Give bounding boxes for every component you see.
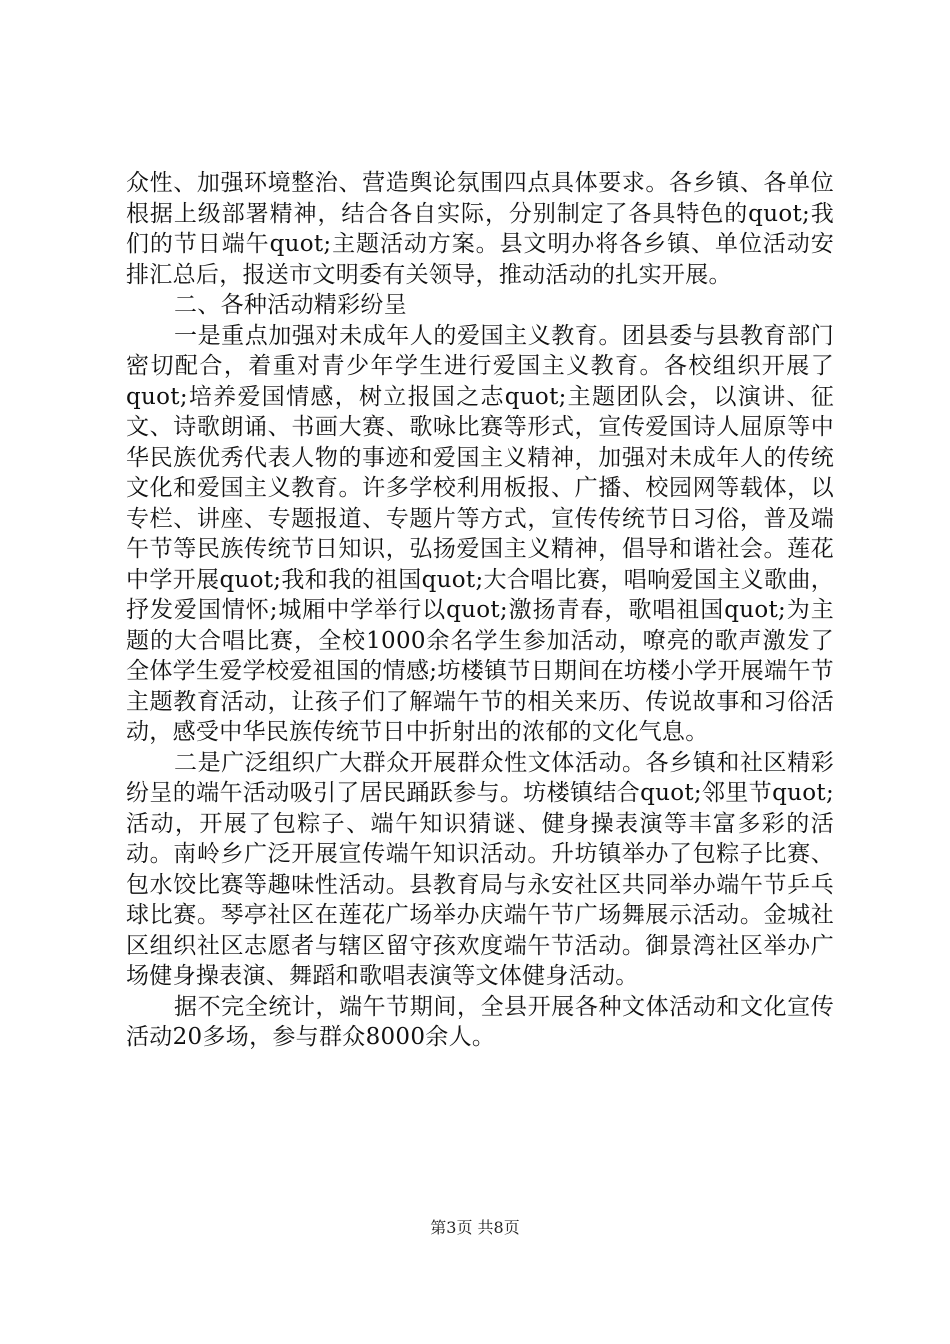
paragraph-continued: 众性、加强环境整治、营造舆论氛围四点具体要求。各乡镇、各单位根据上级部署精神，结合各自实际，分别制定了各具特色的quot;我们的节日端午quot;主题活动方案。县文明办将各乡镇、单位活动安排汇总后，报送市文明委有关领导，推动活动的扎实开展。 (126, 170, 834, 288)
section-heading: 二、各种活动精彩纷呈 (174, 292, 407, 318)
page-footer: 第3页 共8页 (430, 1218, 520, 1237)
document-body (126, 168, 834, 1053)
paragraph-statistics: 据不完全统计，端午节期间，全县开展各种文体活动和文化宣传活动20多场，参与群众8000余人。 (126, 993, 834, 1050)
paragraph-cultural-activities: 二是广泛组织广大群众开展群众性文体活动。各乡镇和社区精彩纷呈的端午活动吸引了居民踊跃参与。坊楼镇结合quot;邻里节quot;活动，开展了包粽子、端午知识猜谜、健身操表演等丰富多彩的活动。南岭乡广泛开展宣传端午知识活动。升坊镇举办了包粽子比赛、包水饺比赛等趣味性活动。县教育局与永安社区共同举办端午节乒乓球比赛。琴亭社区在莲花广场举办庆端午节广场舞展示活动。金城社区组织社区志愿者与辖区留守孩欢度端午节活动。御景湾社区举办广场健身操表演、舞蹈和歌唱表演等文体健身活动。 (126, 749, 834, 989)
paragraph-patriotic-education: 一是重点加强对未成年人的爱国主义教育。团县委与县教育部门密切配合，着重对青少年学生进行爱国主义教育。各校组织开展了quot;培养爱国情感，树立报国之志quot;主题团队会，以演讲、征文、诗歌朗诵、书画大赛、歌咏比赛等形式，宣传爱国诗人屈原等中华民族优秀代表人物的事迹和爱国主义精神，加强对未成年人的传统文化和爱国主义教育。许多学校利用板报、广播、校园网等载体，以专栏、讲座、专题报道、专题片等方式，宣传传统节日习俗，普及端午节等民族传统节日知识，弘扬爱国主义精神，倡导和谐社会。莲花中学开展quot;我和我的祖国quot;大合唱比赛，唱响爱国主义歌曲，抒发爱国情怀;城厢中学举行以quot;激扬青春，歌唱祖国quot;为主题的大合唱比赛，全校1000余名学生参加活动，嘹亮的歌声激发了全体学生爱学校爱祖国的情感;坊楼镇节日期间在坊楼小学开展端午节主题教育活动，让孩子们了解端午节的相关来历、传说故事和习俗活动，感受中华民族传统节日中折射出的浓郁的文化气息。 (126, 322, 834, 745)
